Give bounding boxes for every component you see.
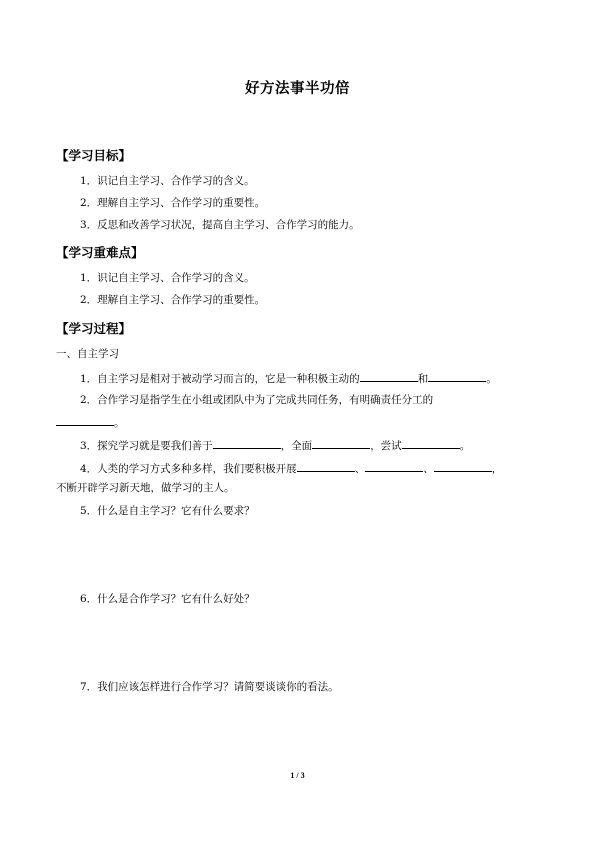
answer-blank[interactable] (213, 438, 281, 449)
goal-item-2: 2．理解自主学习、合作学习的重要性。 (80, 197, 266, 209)
goal-item-1: 1．识记自主学习、合作学习的含义。 (80, 175, 255, 187)
question-5: 5．什么是自主学习？它有什么要求？ (80, 505, 255, 517)
question-3: 3．探究学习就是要我们善于 ，全面 ，尝试 。 (80, 440, 471, 452)
answer-blank[interactable] (297, 461, 355, 472)
answer-blank[interactable] (56, 415, 114, 426)
question-2-continuation: 。 (56, 415, 125, 430)
question-7: 7．我们应该怎样进行合作学习？请简要谈谈你的看法。 (80, 681, 339, 693)
answer-blank[interactable] (402, 438, 460, 449)
section-heading-process: 【学习过程】 (56, 321, 132, 336)
answer-blank[interactable] (365, 461, 423, 472)
question-1: 1．自主学习是相对于被动学习而言的，它是一种积极主动的 和 。 (80, 373, 497, 385)
question-4: 4．人类的学习方式多种多样，我们要积极开展 、 、 ， (80, 463, 503, 475)
page-number: 1 / 3 (290, 771, 305, 780)
answer-blank[interactable] (312, 438, 370, 449)
key-point-item-2: 2．理解自主学习、合作学习的重要性。 (80, 294, 266, 306)
document-title: 好方法事半功倍 (245, 81, 350, 97)
key-point-item-1: 1．识记自主学习、合作学习的含义。 (80, 272, 255, 284)
question-4-continuation: 不断开辟学习新天地，做学习的主人。 (56, 482, 235, 494)
question-2: 2．合作学习是指学生在小组或团队中为了完成共同任务，有明确责任分工的 (80, 394, 434, 406)
answer-blank[interactable] (360, 371, 418, 382)
answer-blank[interactable] (428, 371, 486, 382)
goal-item-3: 3．反思和改善学习状况，提高自主学习、合作学习的能力。 (80, 219, 360, 231)
question-6: 6．什么是合作学习？它有什么好处？ (80, 593, 255, 605)
section-heading-key-points: 【学习重难点】 (56, 245, 144, 260)
section-heading-goals: 【学习目标】 (56, 148, 132, 163)
part-heading-self-study: 一、自主学习 (56, 348, 119, 360)
answer-blank[interactable] (434, 461, 492, 472)
